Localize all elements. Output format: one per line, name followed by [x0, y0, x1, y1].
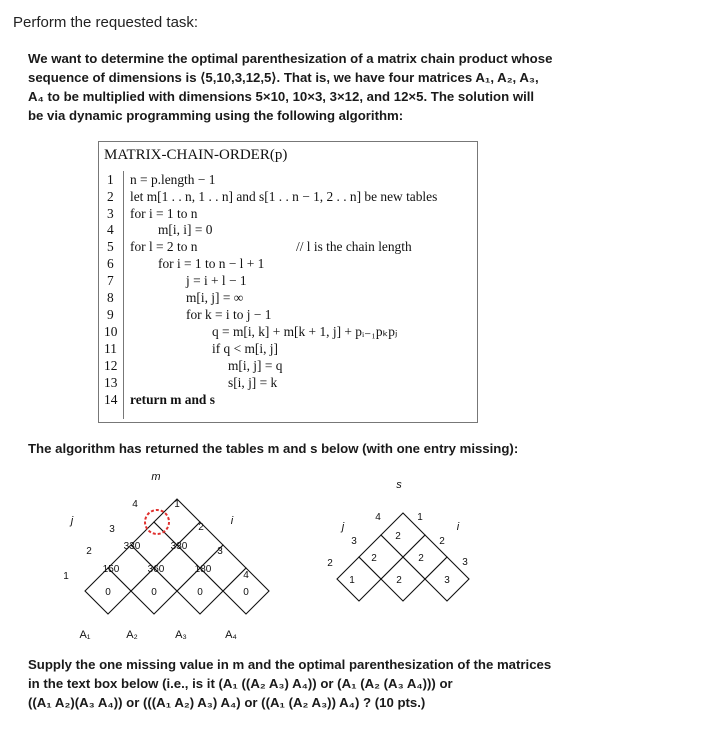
- j-axis-value: 3: [109, 524, 115, 535]
- matrix-label: A₃: [175, 629, 187, 641]
- code-line: j = i + l − 1: [186, 273, 247, 288]
- j-axis-value: 3: [351, 536, 357, 547]
- i-axis-value: 1: [174, 499, 180, 510]
- line-number: 10: [104, 324, 118, 339]
- s-table-diagram: [310, 462, 490, 612]
- s-value: 3: [444, 575, 450, 586]
- code-line: for k = i to j − 1: [186, 307, 272, 322]
- j-axis-value: 1: [63, 571, 69, 582]
- line-number: 3: [107, 206, 114, 221]
- s-table-label: s: [396, 479, 402, 491]
- m-value: 0: [197, 587, 203, 598]
- j-axis-label: j: [70, 515, 74, 527]
- code-line: q = m[i, k] + m[k + 1, j] + pᵢ₋₁pₖpⱼ: [212, 324, 398, 339]
- j-axis-value: 2: [327, 558, 333, 569]
- line-number: 4: [107, 222, 114, 237]
- intro-line-1: We want to determine the optimal parenthesization of a matrix chain product whose: [28, 51, 553, 66]
- m-value: 330: [123, 541, 141, 552]
- i-axis-value: 3: [462, 557, 468, 568]
- tables-caption: The algorithm has returned the tables m and s below (with one entry missing):: [28, 441, 519, 456]
- m-value: 360: [147, 564, 165, 575]
- code-line: m[i, j] = q: [228, 358, 283, 373]
- j-axis-value: 4: [375, 512, 381, 523]
- matrix-label: A₄: [225, 629, 237, 641]
- line-number: 6: [107, 256, 114, 271]
- m-value: 150: [102, 564, 120, 575]
- line-number: 12: [104, 358, 118, 373]
- intro-line-2: sequence of dimensions is ⟨5,10,3,12,5⟩. That is, we have four matrices A₁, A₂, A₃,: [28, 70, 539, 85]
- line-number: 14: [104, 392, 118, 407]
- problem-statement: [28, 49, 588, 125]
- s-value: 2: [395, 531, 401, 542]
- j-axis-label: j: [341, 521, 345, 533]
- code-line: for l = 2 to n: [130, 239, 198, 254]
- line-number: 1: [107, 172, 114, 187]
- line-number: 5: [107, 239, 114, 254]
- instruction-text: Perform the requested task:: [13, 14, 199, 31]
- i-axis-value: 1: [417, 512, 423, 523]
- line-number: 11: [104, 341, 117, 356]
- s-value: 1: [349, 575, 355, 586]
- i-axis-value: 2: [198, 522, 204, 533]
- code-line: let m[1 . . n, 1 . . n] and s[1 . . n − 1, 2 . . n] be new tables: [130, 189, 438, 204]
- s-value: 2: [371, 553, 377, 564]
- s-value: 2: [418, 553, 424, 564]
- algorithm-title: MATRIX-CHAIN-ORDER(p): [104, 147, 288, 163]
- line-number-divider: [123, 171, 124, 419]
- question-line-3: ((A₁ A₂)(A₃ A₄)) or (((A₁ A₂) A₃) A₄) or ((A₁ (A₂ A₃)) A₄) ? (10 pts.): [28, 695, 426, 710]
- line-number: 8: [107, 290, 114, 305]
- j-axis-value: 2: [86, 546, 92, 557]
- matrix-label: A₁: [79, 629, 91, 641]
- code-line: m[i, i] = 0: [158, 222, 213, 237]
- s-value: 2: [396, 575, 402, 586]
- intro-line-3: A₄ to be multiplied with dimensions 5×10, 10×3, 3×12, and 12×5. The solution will: [28, 89, 535, 104]
- m-value: 0: [243, 587, 249, 598]
- question-line-2: in the text box below (i.e., is it (A₁ ((A₂ A₃) A₄)) or (A₁ (A₂ (A₃ A₄))) or: [28, 676, 453, 691]
- line-number: 7: [107, 273, 114, 288]
- intro-line-4: be via dynamic programming using the following algorithm:: [28, 108, 404, 123]
- code-line: s[i, j] = k: [228, 375, 278, 390]
- code-comment: // l is the chain length: [296, 239, 412, 254]
- m-table-label: m: [151, 471, 161, 483]
- question-line-1: Supply the one missing value in m and the optimal parenthesization of the matrices: [28, 657, 552, 672]
- code-line: if q < m[i, j]: [212, 341, 278, 356]
- i-axis-value: 3: [217, 546, 223, 557]
- m-table-diagram: [40, 462, 280, 642]
- code-line: m[i, j] = ∞: [186, 290, 244, 305]
- code-line: n = p.length − 1: [130, 172, 216, 187]
- m-value: 0: [105, 587, 111, 598]
- j-axis-value: 4: [132, 499, 138, 510]
- m-value: 330: [170, 541, 188, 552]
- line-number: 9: [107, 307, 114, 322]
- i-axis-label: i: [230, 515, 234, 527]
- code-line: for i = 1 to n − l + 1: [158, 256, 265, 271]
- i-axis-value: 2: [439, 536, 445, 547]
- matrix-label: A₂: [126, 629, 138, 641]
- m-value: 180: [194, 564, 212, 575]
- line-number: 13: [104, 375, 118, 390]
- line-number: 2: [107, 189, 114, 204]
- m-value: 0: [151, 587, 157, 598]
- i-axis-value: 4: [243, 570, 249, 581]
- code-line: return m and s: [130, 392, 215, 407]
- i-axis-label: i: [456, 521, 460, 533]
- code-line: for i = 1 to n: [130, 206, 198, 221]
- question-text: [28, 655, 628, 712]
